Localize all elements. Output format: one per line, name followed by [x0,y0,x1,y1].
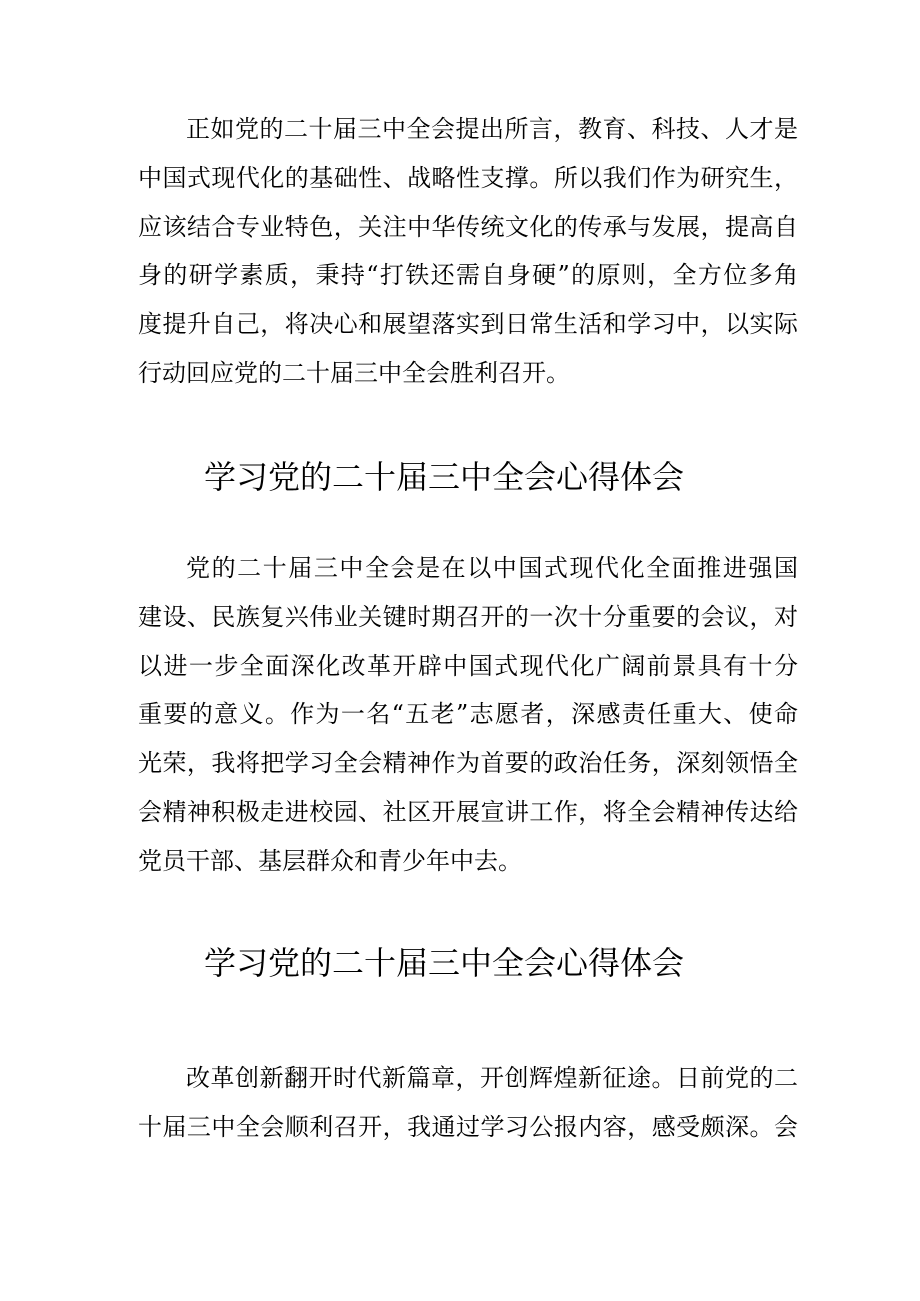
section-heading: 学习党的二十届三中全会心得体会 [203,458,684,496]
paragraph-line: 十届三中全会顺利召开，我通过学习公报内容，感受颇深。会 [138,1112,798,1141]
paragraph-line: 建设、民族复兴伟业关键时期召开的一次十分重要的会议，对 [138,602,798,631]
paragraph-line: 应该结合专业特色，关注中华传统文化的传承与发展，提高自 [138,212,798,241]
paragraph-line: 中国式现代化的基础性、战略性支撑。所以我们作为研究生， [138,163,798,192]
paragraph-line: 重要的意义。作为一名“五老”志愿者，深感责任重大、使命 [138,700,798,729]
paragraph-line: 度提升自己，将决心和展望落实到日常生活和学习中，以实际 [138,310,798,339]
section-heading: 学习党的二十届三中全会心得体会 [203,944,684,982]
paragraph-1 [138,105,798,398]
paragraph-line: 身的研学素质，秉持“打铁还需自身硬”的原则，全方位多角 [138,261,798,290]
paragraph-3 [138,1054,798,1152]
paragraph-line: 党的二十届三中全会是在以中国式现代化全面推进强国 [186,554,798,582]
paragraph-line: 会精神积极走进校园、社区开展宣讲工作，将全会精神传达给 [138,797,798,826]
paragraph-line: 光荣，我将把学习全会精神作为首要的政治任务，深刻领悟全 [138,749,798,778]
paragraph-line: 正如党的二十届三中全会提出所言，教育、科技、人才是 [186,115,798,143]
paragraph-2 [138,544,798,886]
paragraph-line: 改革创新翻开时代新篇章，开创辉煌新征途。日前党的二 [186,1064,798,1092]
paragraph-line: 行动回应党的二十届三中全会胜利召开。 [138,358,570,387]
paragraph-line: 以进一步全面深化改革开辟中国式现代化广阔前景具有十分 [138,651,798,680]
paragraph-line: 党员干部、基层群众和青少年中去。 [138,846,522,875]
